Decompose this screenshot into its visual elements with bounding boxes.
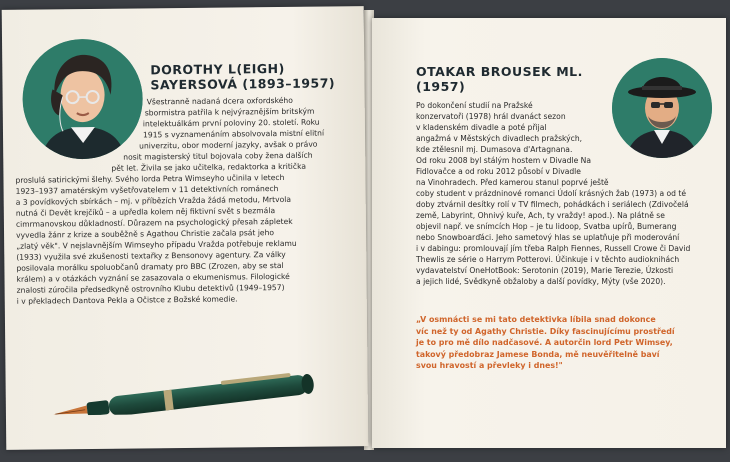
quote-line: je to pro mě dílo nadčasové. A autorčin lord Petr Wimsey, xyxy=(416,338,673,347)
sayers-bio-line: univerzitu, obor moderní jazyky, avšak o právo xyxy=(139,139,318,151)
sayers-bio-line: králem) a v otázkách vyznání se zasazovala o ekumenismus. Filologické xyxy=(16,271,290,284)
sayers-bio-line: posilovala morálku spoluobčanů dramaty pro BBC (Zrozen, aby se stal xyxy=(16,260,284,273)
brousek-title-line1: OTAKAR BROUSEK ML. xyxy=(416,64,583,79)
sayers-bio-line: „zlatý věk". V nejslavnějším Wimseyho případu Vražda potřebuje reklamu xyxy=(16,238,297,251)
sayers-bio-line: cimrmanovskou důkladností. Důrazem na psychologický přesah zápletek xyxy=(15,216,293,229)
sayers-bio-line: 1915 s vyznamenáním absolvovala mistní elitní xyxy=(142,128,325,140)
sayers-bio-line: vyvedla žánr z krize a souběžně s Agathou Christie začala psát jeho xyxy=(16,228,275,240)
brousek-bio-line: angažmá v Městských divadlech pražských, xyxy=(416,134,583,143)
sayers-bio-line: i v překladech Dantova Pekla a Očistce z Božské komedie. xyxy=(16,294,238,306)
brousek-bio-line: v kladenském divadle a poté přijal xyxy=(416,123,547,132)
brousek-bio-line: objevil např. ve snímcích Hop – je tu lidoop, Svatba upírů, Bumerang xyxy=(416,222,677,231)
sayers-title-line2: SAYERSOVÁ (1893–1957) xyxy=(150,75,336,93)
brousek-bio-line: a jejich lidé, Svědkyně obžaloby a další povídky, Mýty (vše 2020). xyxy=(416,277,666,286)
brousek-bio-line: coby student v prázdninové romanci Údolí krásných žab (1973) a od té xyxy=(416,189,687,198)
sayers-bio-line: a 3 povídkových sbírkách – mj. v příbězích Vražda žádá metodu, Mrtvola xyxy=(15,194,292,207)
brousek-quote xyxy=(416,314,716,372)
sayers-bio-line: nosit magisterský titul bojovala coby žena dalších xyxy=(123,150,313,162)
fountain-pen-icon xyxy=(45,366,345,415)
right-page xyxy=(372,18,726,448)
sayers-bio-line: proslulá satirickými šlehy. Svého lorda Petra Wimseyho učinila v letech xyxy=(15,172,285,185)
brousek-bio-line: i v dabingu: promlouvají jím třeba Ralph Fiennes, Russell Crowe či David xyxy=(416,244,691,253)
quote-line: svou hravostí a převleky i dnes!" xyxy=(416,361,563,370)
brousek-bio-line: země, Labyrint, Ohnivý kuře, Ach, ty vraždy! apod.). Na plátně se xyxy=(416,211,665,220)
quote-line: víc než ty od Agathy Christie. Díky fascinujícímu prostředí xyxy=(416,326,675,336)
sayers-bio-line: pět let. Živila se jako učitelka, redaktorka a kritička xyxy=(111,161,307,173)
sayers-bio-line: nutná či Devět krejčíků – a upředla kolem něj fiktivní svět s bezmála xyxy=(15,206,276,218)
sayers-bio xyxy=(3,94,367,307)
brousek-bio-line: vydavatelství OneHotBook: Serotonin (2019), Marie Terezie, Úzkosti xyxy=(416,266,674,275)
sayers-title xyxy=(150,60,335,92)
sayers-bio-line: intelektuálkám první poloviny 20. století. Roku xyxy=(142,117,320,129)
brousek-bio-line: Po dokončení studií na Pražské xyxy=(416,101,533,110)
brousek-title xyxy=(416,64,583,94)
quote-line: „V osmnácti se mi tato detektivka líbila snad dokonce xyxy=(416,315,656,324)
brousek-bio-line: Thewlis ze série o Harrym Potterovi. Účinkuje i v těchto audioknihách xyxy=(416,255,680,264)
brousek-title-line2: (1957) xyxy=(416,79,466,94)
sayers-bio-line: Všestranně nadaná dcera oxfordského xyxy=(146,95,293,107)
quote-line: takový předobraz Jamese Bonda, mě neuvěřitelně baví xyxy=(416,349,660,359)
sayers-bio-line: znalosti zúročila předsedkyně ostrovního Klubu detektivů (1949–1957) xyxy=(16,282,285,295)
brousek-bio-line: doby ztvárnil desítky rolí v TV filmech, pohádkách i seriálech (Zdivočelá xyxy=(416,200,689,209)
brousek-bio-line: konzervatoři (1978) hrál dvanáct sezon xyxy=(416,112,566,121)
sayers-bio-line: 1923–1937 amatérským vyšetřovatelem v 11 detektivních románech xyxy=(15,184,279,196)
brousek-bio xyxy=(416,100,716,287)
left-page xyxy=(2,6,369,450)
brousek-bio-line: kde ztělesnil mj. Dumasova d'Artagnana. xyxy=(416,145,573,154)
sayers-title-line1: DOROTHY L(EIGH) xyxy=(150,60,285,78)
brousek-bio-line: Od roku 2008 byl stálým hostem v Divadle Na xyxy=(416,156,592,165)
brousek-bio-line: nebo Snowboarďáci. Jeho sametový hlas se uplatňuje při moderování xyxy=(416,233,680,242)
sayers-bio-line: (1933) využila své zkušenosti textařky z Bensonovy agentury. Za války xyxy=(16,249,286,262)
sayers-bio-line: sbormistra patřila k nejvýraznějším britským xyxy=(144,106,315,118)
brousek-bio-line: Fidlovačce a od roku 2012 působí v Divadle xyxy=(416,167,581,176)
brousek-bio-line: na Vinohradech. Před kamerou stanul poprvé ještě xyxy=(416,178,609,187)
